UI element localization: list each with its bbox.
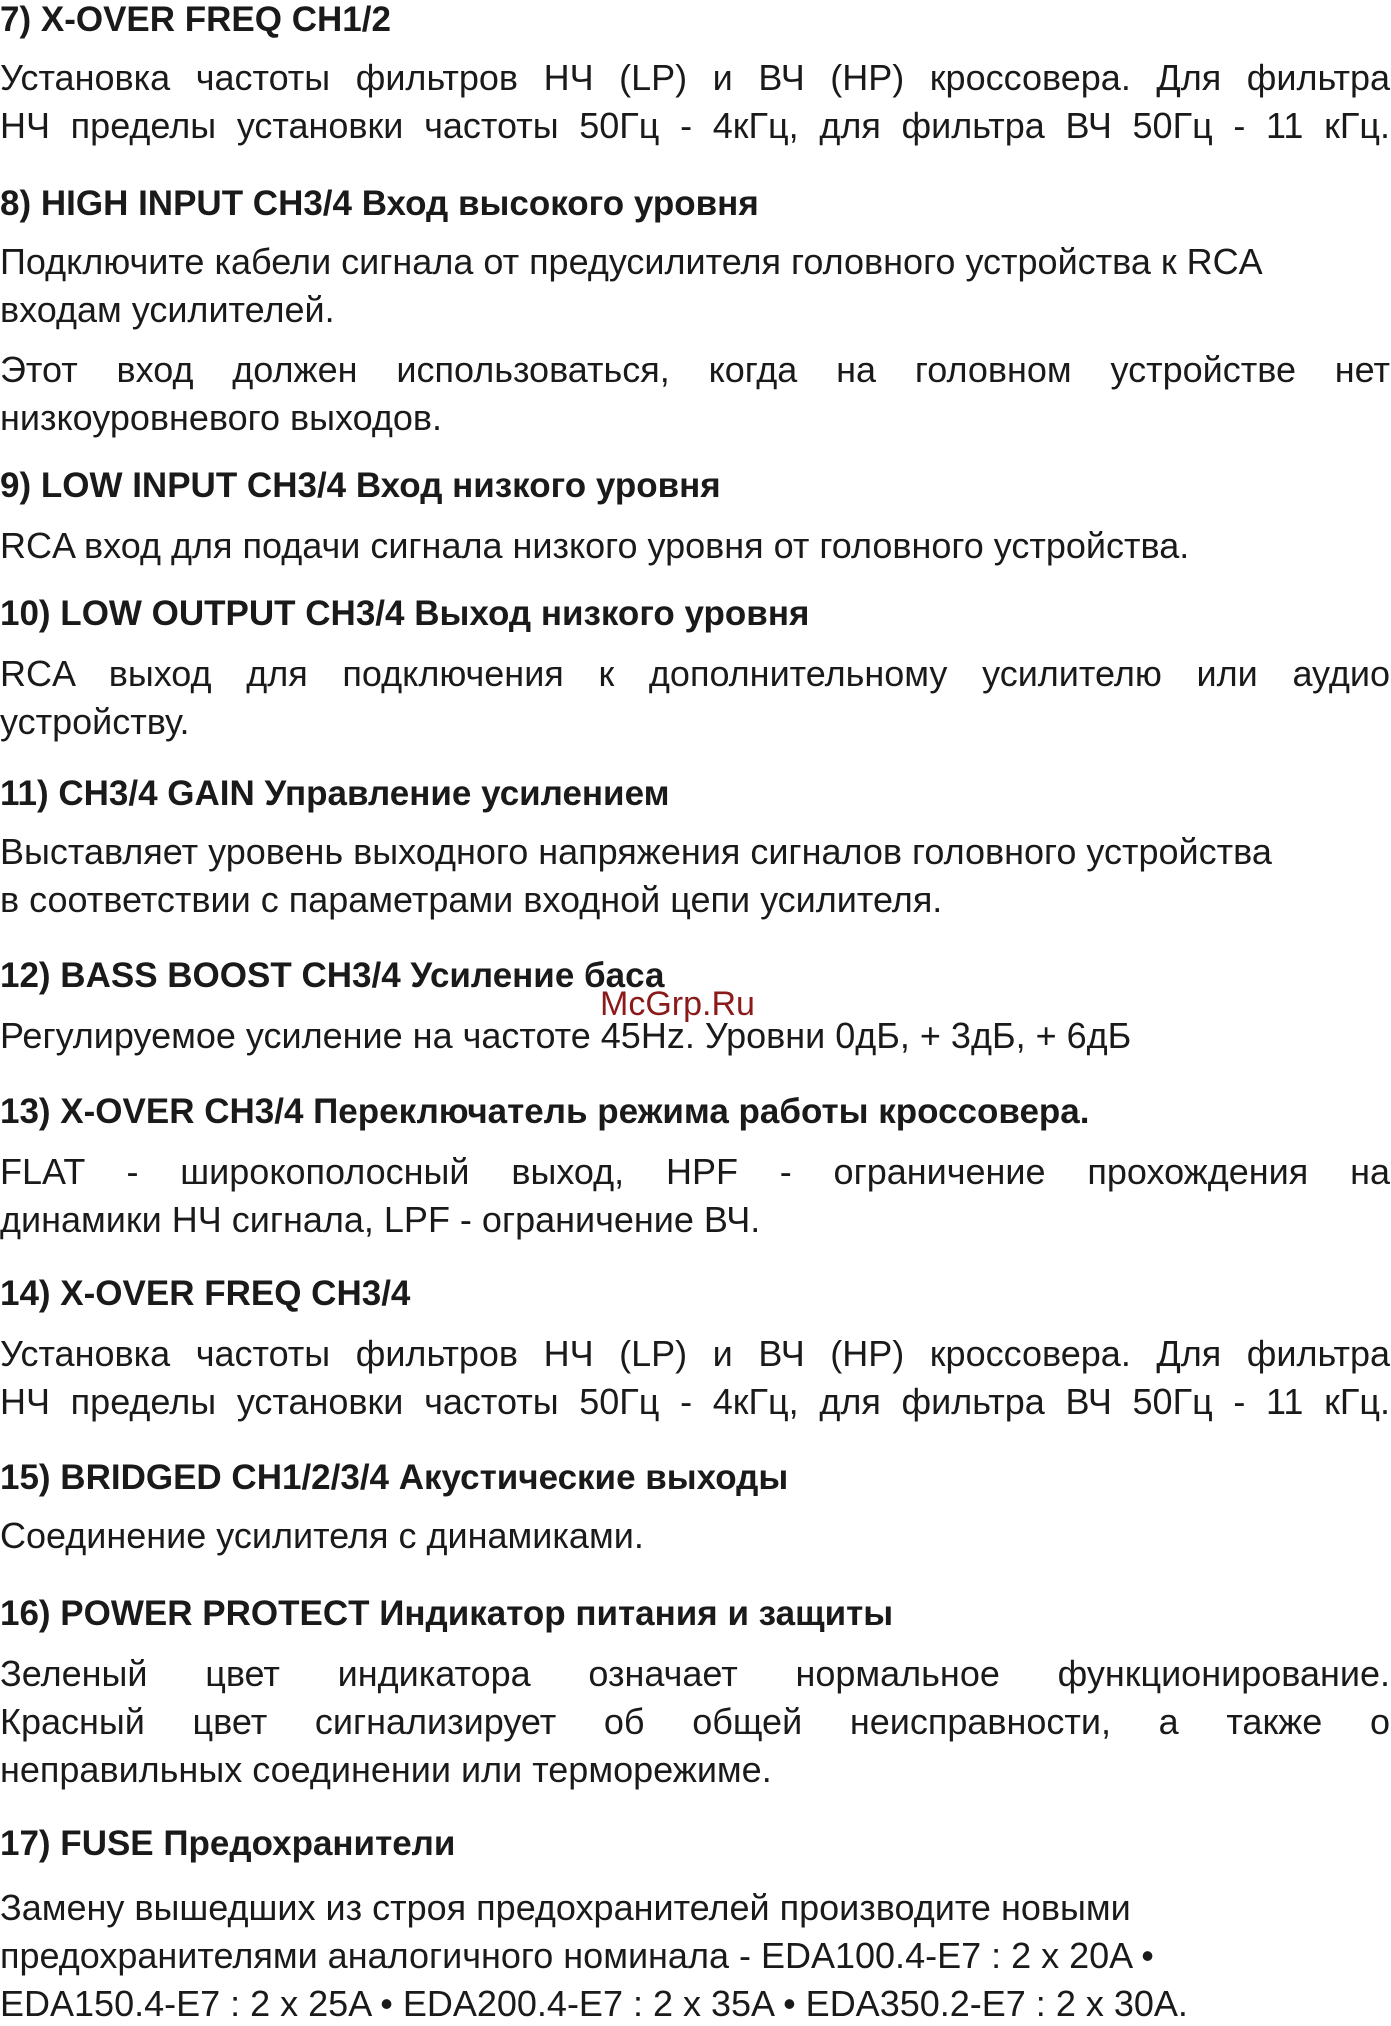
paragraph-line: FLAT - широкополосный выход, HPF - ограничение прохождения на [0,1151,1390,1192]
paragraph-line: динамики НЧ сигнала, LPF - ограничение ВЧ. [0,1199,761,1240]
paragraph-line: Зеленый цвет индикатора означает нормальное функционирование. [0,1653,1390,1694]
paragraph-line: Установка частоты фильтров НЧ (LP) и ВЧ (HP) кроссовера. Для фильтра [0,57,1390,98]
paragraph-line: RCA вход для подачи сигнала низкого уровня от головного устройства. [0,525,1190,566]
section-heading: 10) LOW OUTPUT CH3/4 Выход низкого уровня [0,594,810,633]
section-heading: 11) CH3/4 GAIN Управление усилением [0,774,670,813]
section-heading: 9) LOW INPUT CH3/4 Вход низкого уровня [0,466,721,505]
section-heading: 17) FUSE Предохранители [0,1824,456,1863]
paragraph-line: Установка частоты фильтров НЧ (LP) и ВЧ (HP) кроссовера. Для фильтра [0,1333,1390,1374]
watermark: McGrp.Ru [600,985,755,1023]
section-heading: 13) X-OVER CH3/4 Переключатель режима работы кроссовера. [0,1092,1090,1131]
paragraph-line: Соединение усилителя с динамиками. [0,1515,644,1556]
section-heading: 7) X-OVER FREQ CH1/2 [0,0,391,39]
paragraph-line: Этот вход должен использоваться, когда на головном устройстве нет [0,349,1390,390]
paragraph-line: Красный цвет сигнализирует об общей неисправности, а также о [0,1701,1390,1742]
paragraph-line: низкоуровневого выходов. [0,397,443,438]
paragraph-line: в соответствии с параметрами входной цепи усилителя. [0,879,943,920]
paragraph-line: Регулируемое усиление на частоте 45Hz. Уровни 0дБ, + 3дБ, + 6дБ [0,1015,1132,1056]
paragraph-line: входам усилителей. [0,289,335,330]
paragraph-line: предохранителями аналогичного номинала - EDA100.4-E7 : 2 x 20A • [0,1935,1154,1976]
section-heading: 15) BRIDGED CH1/2/3/4 Акустические выходы [0,1458,789,1497]
paragraph-line: Замену вышедших из строя предохранителей производите новыми [0,1887,1131,1928]
paragraph-line: Выставляет уровень выходного напряжения сигналов головного устройства [0,831,1272,872]
section-heading: 12) BASS BOOST CH3/4 Усиление баса [0,956,665,995]
paragraph-line: неправильных соединении или терморежиме. [0,1749,772,1790]
paragraph-line: Подключите кабели сигнала от предусилителя головного устройства к RCA [0,241,1263,282]
paragraph-line: EDA150.4-E7 : 2 x 25A • EDA200.4-E7 : 2 x 35A • EDA350.2-E7 : 2 x 30A. [0,1983,1188,2024]
paragraph-line: НЧ пределы установки частоты 50Гц - 4кГц, для фильтра ВЧ 50Гц - 11 кГц. [0,105,1390,146]
section-heading: 16) POWER PROTECT Индикатор питания и защиты [0,1594,894,1633]
paragraph-line: устройству. [0,701,190,742]
paragraph-line: НЧ пределы установки частоты 50Гц - 4кГц, для фильтра ВЧ 50Гц - 11 кГц. [0,1381,1390,1422]
section-heading: 8) HIGH INPUT CH3/4 Вход высокого уровня [0,184,759,223]
paragraph-line: RCA выход для подключения к дополнительному усилителю или аудио [0,653,1390,694]
section-heading: 14) X-OVER FREQ CH3/4 [0,1274,411,1313]
